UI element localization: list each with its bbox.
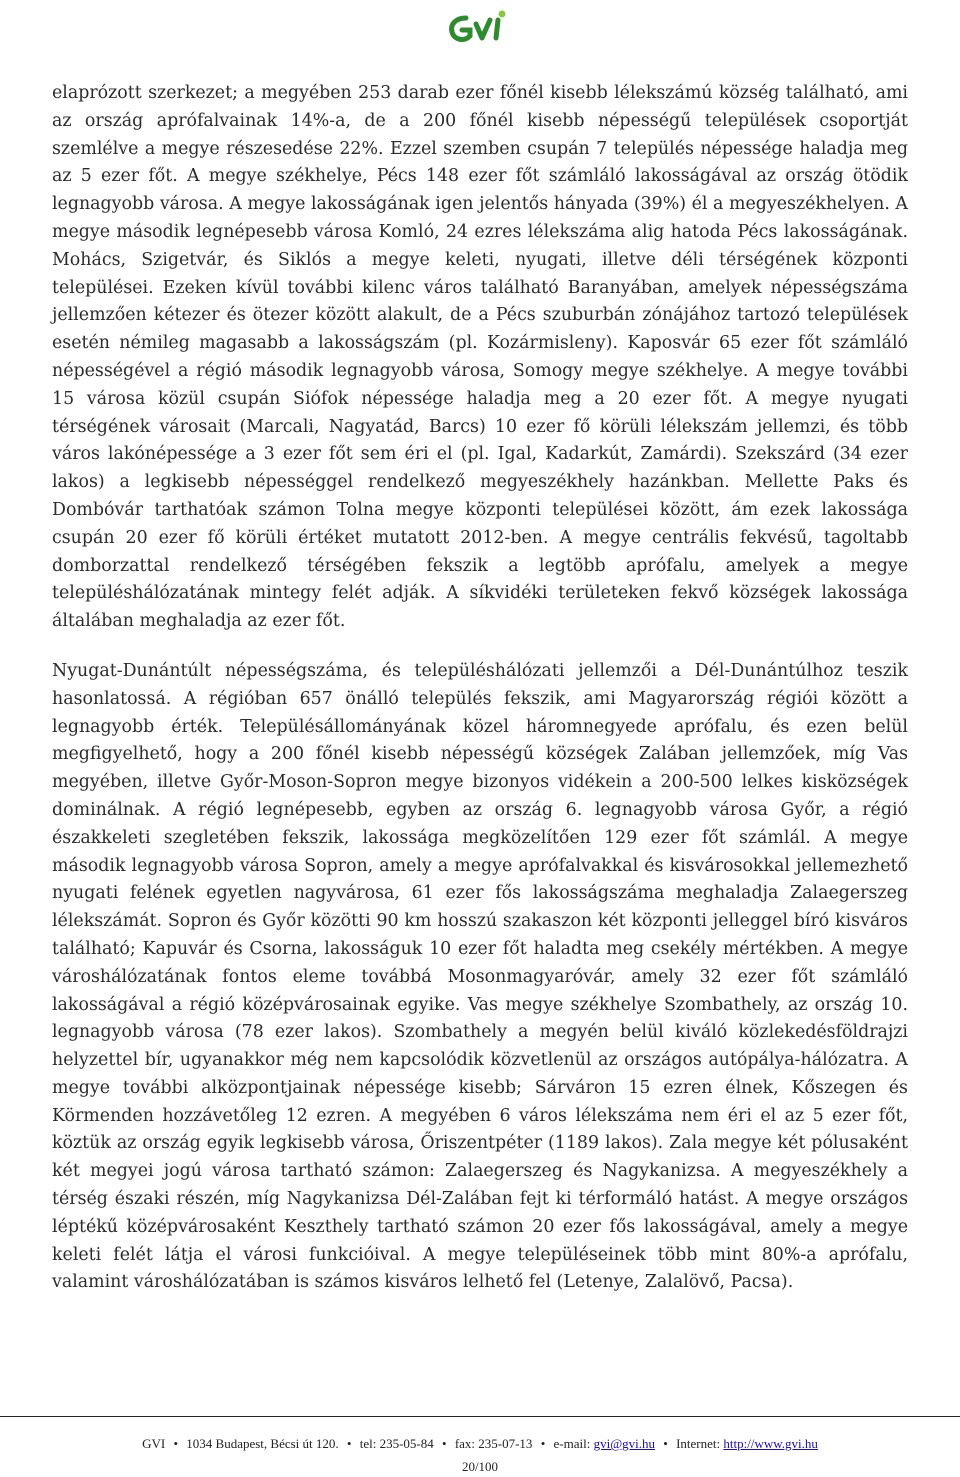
- footer-bullet: •: [442, 1436, 447, 1451]
- footer-bullet: •: [540, 1436, 546, 1451]
- footer-fax: fax: 235-07-13: [454, 1436, 533, 1451]
- footer-org: GVI: [142, 1436, 166, 1451]
- footer-website-link[interactable]: http://www.gvi.hu: [723, 1436, 818, 1451]
- paragraph-baranya-somogy-tolna: elaprózott szerkezet; a megyében 253 darab ezer főnél kisebb lélekszámú község található, ami az ország aprófalvainak 14%-a, de a 200 főnél kisebb népességű települések csoportját szemlélve a megye részesedése 22%. Ezzel szemben csupán 7 település népessége haladja meg az 5 ezer főt. A megye székhelye, Pécs 148 ezer főt számláló lakosságával az ország ötödik legnagyobb városa. A megye lakosságának igen jelentős hányada (39%) él a megyeszékhelyen. A megye második legnépesebb városa Komló, 24 ezres lélekszáma alig hatoda Pécs lakosságának. Mohács, Szigetvár, és Siklós a megye keleti, nyugati, illetve déli térségének központi települései. Ezeken kívül további kilenc város található Baranyában, amelyek népességszáma jellemzően kétezer és ötezer között alakult, de a Pécs szuburbán zónájához tartozó települések esetén némileg magasabb a lakosságszám (pl. Kozármisleny). Kaposvár 65 ezer főt számláló népességével a régió második legnagyobb városa, Somogy megye székhelye. A megye további 15 városa közül csupán Siófok népessége haladja meg a 20 ezer főt. A megye nyugati térségének városait (Marcali, Nagyatád, Barcs) 10 ezer fő körüli lélekszám jellemzi, és több város lakónépessége a 3 ezer főt sem éri el (pl. Igal, Kadarkút, Zamárdi). Szekszárd (34 ezer lakos) a legkisebb népességgel rendelkező megyeszékhely hazánkban. Mellette Paks és Dombóvár tarthatóak számon Tolna megye központi települései között, ám ezek lakossága csupán 20 ezer fő körüli értéket mutatott 2012-ben. A megye centrális fekvésű, tagoltabb domborzattal rendelkező térségében fekszik a legtöbb aprófalu, amelyek a megye településhálózatának mintegy felét adják. A síkvidéki területeken fekvő községek lakossága általában meghaladja az ezer főt.: [52, 83, 908, 632]
- footer-bullet: •: [663, 1436, 668, 1451]
- gvi-logo-icon: [444, 4, 520, 48]
- footer: [0, 1436, 960, 1452]
- paragraph-nyugat-dunantul: Nyugat-Dunántúlt népességszáma, és településhálózati jellemzői a Dél-Dunántúlhoz teszik hasonlatossá. A régióban 657 önálló település fekszik, ami Magyarország régiói között a legnagyobb érték. Településállományának közel háromnegyede aprófalu, és ezen belül megfigyelhető, hogy a 200 főnél kisebb népességű községek Zalában jellemzőek, míg Vas megyében, illetve Győr-Moson-Sopron megye bizonyos vidékein a 200-500 lelkes kisközségek dominálnak. A régió legnépesebb, egyben az ország 6. legnagyobb városa Győr, a régió északkeleti szegletében fekszik, lakossága megközelítően 129 ezer főt számlál. A megye második legnagyobb városa Sopron, amely a megye aprófalvakkal és kisvárosokkal jellemezhető nyugati felének egyetlen nagyvárosa, 61 ezer fős lakosságszáma meghaladja Zalaegerszeg lélekszámát. Sopron és Győr közötti 90 km hosszú szakaszon két központi jelleggel bíró kisváros található; Kapuvár és Csorna, lakosságuk 10 ezer főt haladta meg csekély mértékben. A megye városhálózatának fontos eleme továbbá Mosonmagyaróvár, amely 32 ezer főt számláló lakosságával a régió középvárosainak egyike. Vas megye székhelye Szombathely, az ország 10. legnagyobb városa (78 ezer lakos). Szombathely a megyén belül kiváló közlekedésföldrajzi helyzettel bír, ugyanakkor még nem kapcsolódik közvetlenül az országos autópálya-hálózatra. A megye további alközpontjainak népessége kisebb; Sárváron 15 ezren élnek, Kőszegen és Körmenden hozzávetőleg 12 ezren. A megyében 6 város lélekszáma nem éri el az 5 ezer főt, köztük az ország egyik legkisebb városa, Őriszentpéter (1189 lakos). Zala megye két pólusaként két megyei jogú városa tartható számon: Zalaegerszeg és Nagykanizsa. A megyeszékhely a térség északi részén, míg Nagykanizsa Dél-Zalában fejt ki térformáló hatást. A megye országos léptékű középvárosaként Keszthely tartható számon 20 ezer fős lakosságával, amely a megye keleti felét látja el városi funkcióival. A megye településeinek több mint 80%-a aprófalu, valamint városhálózatában is számos kisváros lelhető fel (Letenye, Zalalövő, Pacsa).: [52, 660, 908, 1293]
- page-number: 20/100: [461, 1459, 499, 1474]
- footer-email-label: e-mail:: [553, 1436, 591, 1451]
- footer-divider: [0, 1416, 960, 1417]
- footer-address: 1034 Budapest, Bécsi út 120.: [186, 1436, 339, 1451]
- footer-email-link[interactable]: gvi@gvi.hu: [593, 1436, 656, 1451]
- footer-bullet: •: [173, 1436, 179, 1451]
- footer-tel: tel: 235-05-84: [359, 1436, 434, 1451]
- gvi-logo: [444, 4, 520, 48]
- footer-internet-label: Internet:: [676, 1436, 721, 1451]
- footer-bullet: •: [346, 1436, 352, 1451]
- document-body: [52, 80, 908, 1297]
